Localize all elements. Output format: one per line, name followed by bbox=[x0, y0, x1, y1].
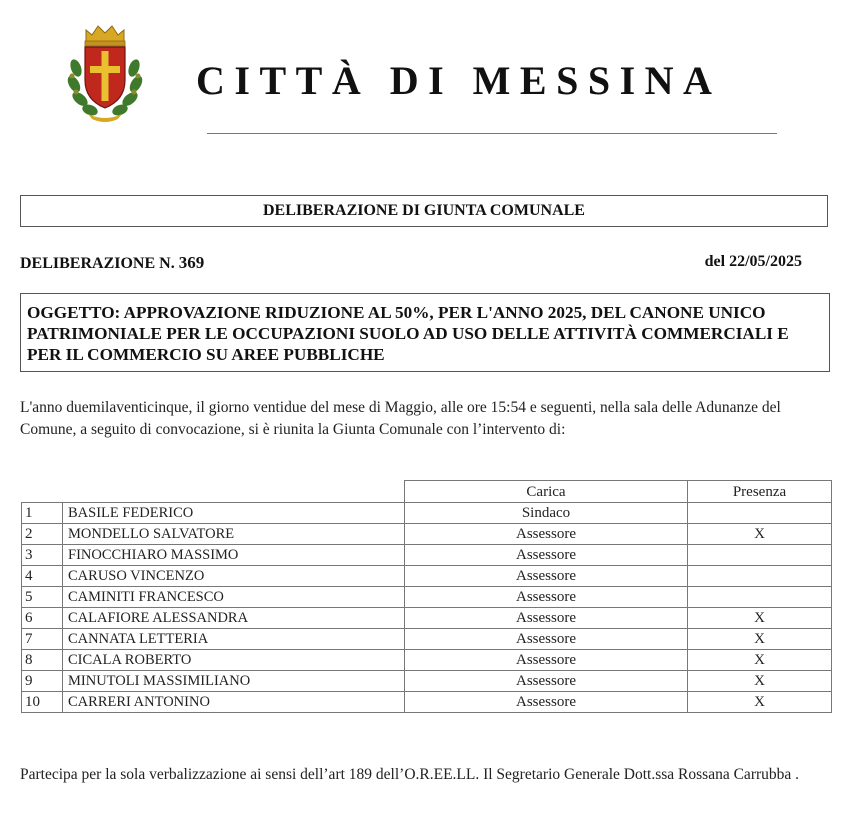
member-name: CALAFIORE ALESSANDRA bbox=[63, 608, 405, 629]
footer-paragraph: Partecipa per la sola verbalizzazione ai sensi dell’art 189 dell’O.R.EE.LL. Il Segretario Generale Dott.ssa Rossana Carrubba . bbox=[20, 766, 800, 783]
member-presence: X bbox=[688, 692, 832, 713]
member-role: Assessore bbox=[405, 608, 688, 629]
intro-paragraph: L'anno duemilaventicinque, il giorno ventidue del mese di Maggio, alle ore 15:54 e seguenti, nella sala delle Adunanze del Comune, a seguito di convocazione, si è riunita la Giunta Comunale con l’intervento di: bbox=[20, 399, 781, 438]
title-divider bbox=[207, 133, 777, 134]
table-row bbox=[22, 608, 832, 629]
member-number: 4 bbox=[22, 566, 63, 587]
member-presence bbox=[688, 566, 832, 587]
member-name: CICALA ROBERTO bbox=[63, 650, 405, 671]
member-name: CARUSO VINCENZO bbox=[63, 566, 405, 587]
subject-box: OGGETTO: APPROVAZIONE RIDUZIONE AL 50%, PER L'ANNO 2025, DEL CANONE UNICO PATRIMONIALE PER LE OCCUPAZIONI SUOLO AD USO DELLE ATTIVITÀ COMMERCIALI E PER IL COMMERCIO SU AREE PUBBLICHE bbox=[20, 293, 830, 372]
header-blank-cell bbox=[22, 481, 405, 503]
member-role: Assessore bbox=[405, 587, 688, 608]
member-presence bbox=[688, 503, 832, 524]
member-name: FINOCCHIARO MASSIMO bbox=[63, 545, 405, 566]
deliberation-number-value: 369 bbox=[178, 253, 205, 272]
member-number: 7 bbox=[22, 629, 63, 650]
header-presence: Presenza bbox=[688, 481, 832, 503]
member-role: Assessore bbox=[405, 650, 688, 671]
member-role: Assessore bbox=[405, 692, 688, 713]
table-row bbox=[22, 587, 832, 608]
members-table bbox=[21, 480, 832, 713]
member-role: Assessore bbox=[405, 524, 688, 545]
member-name: BASILE FEDERICO bbox=[63, 503, 405, 524]
deliberation-date: del 22/05/2025 bbox=[704, 253, 802, 270]
member-role: Assessore bbox=[405, 566, 688, 587]
member-name: CARRERI ANTONINO bbox=[63, 692, 405, 713]
member-name: CAMINITI FRANCESCO bbox=[63, 587, 405, 608]
member-number: 8 bbox=[22, 650, 63, 671]
deliberation-number-label: DELIBERAZIONE N. bbox=[20, 255, 175, 272]
table-row bbox=[22, 524, 832, 545]
member-number: 1 bbox=[22, 503, 63, 524]
table-row bbox=[22, 566, 832, 587]
member-number: 9 bbox=[22, 671, 63, 692]
member-presence: X bbox=[688, 608, 832, 629]
member-role: Sindaco bbox=[405, 503, 688, 524]
member-number: 5 bbox=[22, 587, 63, 608]
members-table-header bbox=[22, 481, 832, 503]
table-row bbox=[22, 692, 832, 713]
member-name: MINUTOLI MASSIMILIANO bbox=[63, 671, 405, 692]
member-presence bbox=[688, 545, 832, 566]
member-name: MONDELLO SALVATORE bbox=[63, 524, 405, 545]
document-type-heading: DELIBERAZIONE DI GIUNTA COMUNALE bbox=[20, 195, 828, 227]
member-name: CANNATA LETTERIA bbox=[63, 629, 405, 650]
member-number: 10 bbox=[22, 692, 63, 713]
member-presence: X bbox=[688, 650, 832, 671]
member-role: Assessore bbox=[405, 671, 688, 692]
member-presence: X bbox=[688, 629, 832, 650]
member-number: 3 bbox=[22, 545, 63, 566]
member-role: Assessore bbox=[405, 545, 688, 566]
member-number: 6 bbox=[22, 608, 63, 629]
table-row bbox=[22, 545, 832, 566]
deliberation-number bbox=[20, 253, 204, 273]
table-row bbox=[22, 650, 832, 671]
member-presence bbox=[688, 587, 832, 608]
messina-coat-of-arms-icon bbox=[66, 22, 144, 122]
member-role: Assessore bbox=[405, 629, 688, 650]
table-row bbox=[22, 503, 832, 524]
member-presence: X bbox=[688, 524, 832, 545]
member-presence: X bbox=[688, 671, 832, 692]
header-role: Carica bbox=[405, 481, 688, 503]
table-row bbox=[22, 671, 832, 692]
member-number: 2 bbox=[22, 524, 63, 545]
city-title: CITTÀ DI MESSINA bbox=[196, 58, 722, 103]
table-row bbox=[22, 629, 832, 650]
